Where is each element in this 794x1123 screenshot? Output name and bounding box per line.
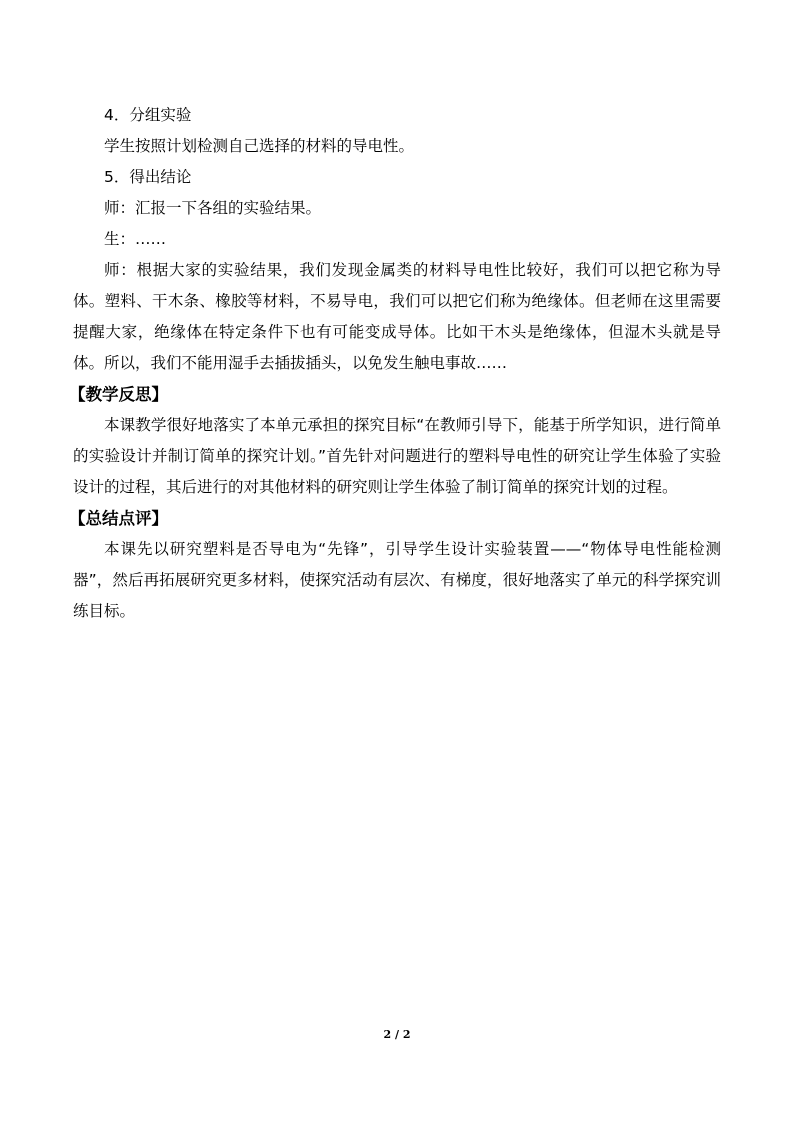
summary-text: 本课先以研究塑料是否导电为“先锋”，引导学生设计实验装置——“物体导电性能检测器”，然后再拓展研究更多材料，使探究活动有层次、有梯度，很好地落实了单元的科学探究训练目标。: [73, 540, 721, 620]
reflection-text: 本课教学很好地落实了本单元承担的探究目标“在教师引导下，能基于所学知识，进行简单的实验设计并制订简单的探究计划。”首先针对问题进行的塑料导电性的研究让学生体验了实验设计的过程，其后进行的对其他材料的研究则让学生体验了制订简单的探究计划的过程。: [73, 416, 721, 496]
teacher-conclusion: 师：根据大家的实验结果，我们发现金属类的材料导电性比较好，我们可以把它称为导体。塑料、干木条、橡胶等材料，不易导电，我们可以把它们称为绝缘体。但老师在这里需要提醒大家，绝缘体在特定条件下也有可能变成导体。比如干木头是绝缘体，但湿木头就是导体。所以，我们不能用湿手去插拔插头，以免发生触电事故……: [73, 261, 721, 372]
section-4-text: 学生按照计划检测自己选择的材料的导电性。: [104, 137, 415, 155]
reflection-heading: 【教学反思】: [69, 385, 168, 404]
page-number: 2 / 2: [383, 1028, 411, 1041]
section-4-title: 4．分组实验: [104, 106, 192, 124]
document-body: [69, 100, 721, 627]
section-5-title: 5．得出结论: [104, 168, 192, 186]
summary-heading: 【总结点评】: [69, 509, 168, 528]
student-reply: 生：……: [104, 230, 167, 248]
teacher-prompt: 师：汇报一下各组的实验结果。: [104, 199, 322, 217]
